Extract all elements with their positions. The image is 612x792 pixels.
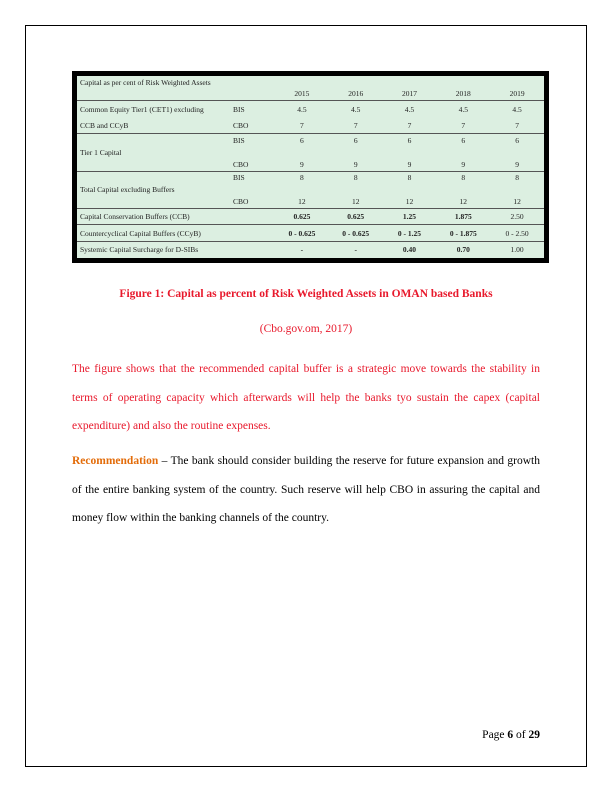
row-value: 6 [383, 134, 437, 146]
recommendation-label: Recommendation [72, 455, 159, 467]
row-value [490, 146, 544, 158]
table-row [77, 159, 544, 171]
table-row [77, 184, 544, 196]
row-value [436, 184, 490, 196]
row-value: 2.50 [490, 208, 544, 225]
row-value: 7 [461, 120, 466, 130]
row-source: CBO [233, 160, 249, 170]
page-number-current: 6 [507, 729, 514, 741]
row-value: 7 [300, 120, 304, 130]
row-value: 6 [436, 134, 490, 146]
table-header-source [227, 76, 275, 101]
row-value: 9 [461, 160, 466, 170]
recommendation-paragraph [72, 447, 540, 533]
page-number-middle: of [513, 729, 529, 741]
table-body [77, 101, 544, 258]
table-row [77, 196, 544, 208]
row-value: 4.5 [404, 104, 415, 114]
row-value: 8 [329, 171, 383, 183]
row-value: 12 [459, 197, 468, 207]
row-value: 1.00 [490, 241, 544, 258]
row-source [227, 208, 275, 225]
row-value [383, 184, 437, 196]
row-source: BIS [227, 171, 275, 183]
row-value [329, 146, 383, 158]
row-source [227, 241, 275, 258]
row-value: 6 [275, 134, 329, 146]
row-value: 12 [513, 197, 521, 207]
table-row [77, 134, 544, 146]
row-value: 12 [351, 197, 360, 207]
row-source: BIS [227, 134, 275, 146]
figure-caption: Figure 1: Capital as percent of Risk Weighted Assets in OMAN based Banks [119, 288, 493, 300]
row-value: 4.5 [458, 104, 468, 114]
table-row [77, 171, 544, 183]
row-value: 8 [436, 171, 490, 183]
row-value [490, 184, 544, 196]
table-header-row [77, 76, 544, 101]
analysis-paragraph: The figure shows that the recommended capital buffer is a strategic move towards the stability in terms of operating capacity which afterwards will help the banks tyo sustain the capex (capital expenditure) and also the routine expenses. [72, 363, 540, 432]
row-value: - [329, 241, 383, 258]
row-value: 0 - 0.625 [275, 225, 329, 242]
row-value: 4.5 [351, 104, 361, 114]
row-value: 12 [405, 197, 414, 207]
capital-table-background [77, 76, 544, 258]
row-value [275, 184, 329, 196]
table-row [77, 241, 544, 258]
table-row [77, 225, 544, 242]
row-value: 4.5 [297, 104, 307, 114]
row-value: 7 [407, 120, 412, 130]
row-value: 0.625 [329, 208, 383, 225]
row-value: 0.40 [383, 241, 437, 258]
row-value: 0.625 [275, 208, 329, 225]
row-label: Capital Conservation Buffers (CCB) [77, 208, 227, 225]
row-value: 0 - 0.625 [329, 225, 383, 242]
row-value: 1.875 [436, 208, 490, 225]
row-value: 4.5 [512, 104, 522, 114]
table-row [77, 101, 544, 118]
row-label: Common Equity Tier1 (CET1) excluding [80, 104, 204, 114]
table-header-year: 2019 [490, 76, 544, 101]
row-value: 0.70 [436, 241, 490, 258]
row-value: 9 [300, 160, 304, 170]
row-value [436, 146, 490, 158]
row-value [383, 146, 437, 158]
row-source: CBO [233, 120, 249, 130]
row-value: 0 - 1.875 [436, 225, 490, 242]
page-number-total: 29 [528, 729, 540, 741]
row-source: CBO [233, 197, 249, 207]
table-row [77, 146, 544, 158]
capital-table [77, 76, 544, 258]
row-value: 9 [353, 160, 358, 170]
row-label [77, 134, 227, 146]
row-value: 1.25 [383, 208, 437, 225]
row-source: BIS [233, 104, 245, 114]
table-header-year: 2017 [383, 76, 437, 101]
row-source [227, 225, 275, 242]
row-value: 7 [515, 120, 519, 130]
recommendation-text: – The bank should consider building the reserve for future expansion and growth of the entire banking system of the country. Such reserve will help CBO in assuring the capital and money flow within the banking channels of the country. [72, 455, 540, 524]
row-label: Systemic Capital Surcharge for D-SIBs [77, 241, 227, 258]
row-value: 6 [329, 134, 383, 146]
page-number [482, 729, 540, 741]
table-header-year: 2018 [436, 76, 490, 101]
row-label [77, 171, 227, 183]
row-value: 9 [515, 160, 519, 170]
row-value: 8 [490, 171, 544, 183]
row-source [227, 146, 275, 158]
row-value: 6 [490, 134, 544, 146]
page-number-prefix: Page [482, 729, 508, 741]
table-header-year: 2015 [275, 76, 329, 101]
row-label: CCB and CCyB [80, 120, 129, 130]
table-row [77, 117, 544, 134]
row-value: 8 [383, 171, 437, 183]
row-value: 0 - 2.50 [490, 225, 544, 242]
row-label: Countercyclical Capital Buffers (CCyB) [77, 225, 227, 242]
row-value: 12 [298, 197, 306, 207]
row-label: Total Capital excluding Buffers [80, 185, 175, 195]
row-value: 0 - 1.25 [383, 225, 437, 242]
row-value: 9 [407, 160, 412, 170]
row-value: - [275, 241, 329, 258]
figure-citation: (Cbo.gov.om, 2017) [259, 323, 353, 335]
row-label: Tier 1 Capital [80, 147, 122, 157]
row-value: 8 [275, 171, 329, 183]
table-row [77, 208, 544, 225]
row-value: 7 [353, 120, 358, 130]
row-value [275, 146, 329, 158]
capital-table-image [72, 71, 549, 263]
row-source [227, 184, 275, 196]
row-value [329, 184, 383, 196]
table-header-label: Capital as per cent of Risk Weighted Assets [77, 76, 227, 101]
row-label [77, 196, 227, 208]
row-label [77, 159, 227, 171]
table-header-year: 2016 [329, 76, 383, 101]
